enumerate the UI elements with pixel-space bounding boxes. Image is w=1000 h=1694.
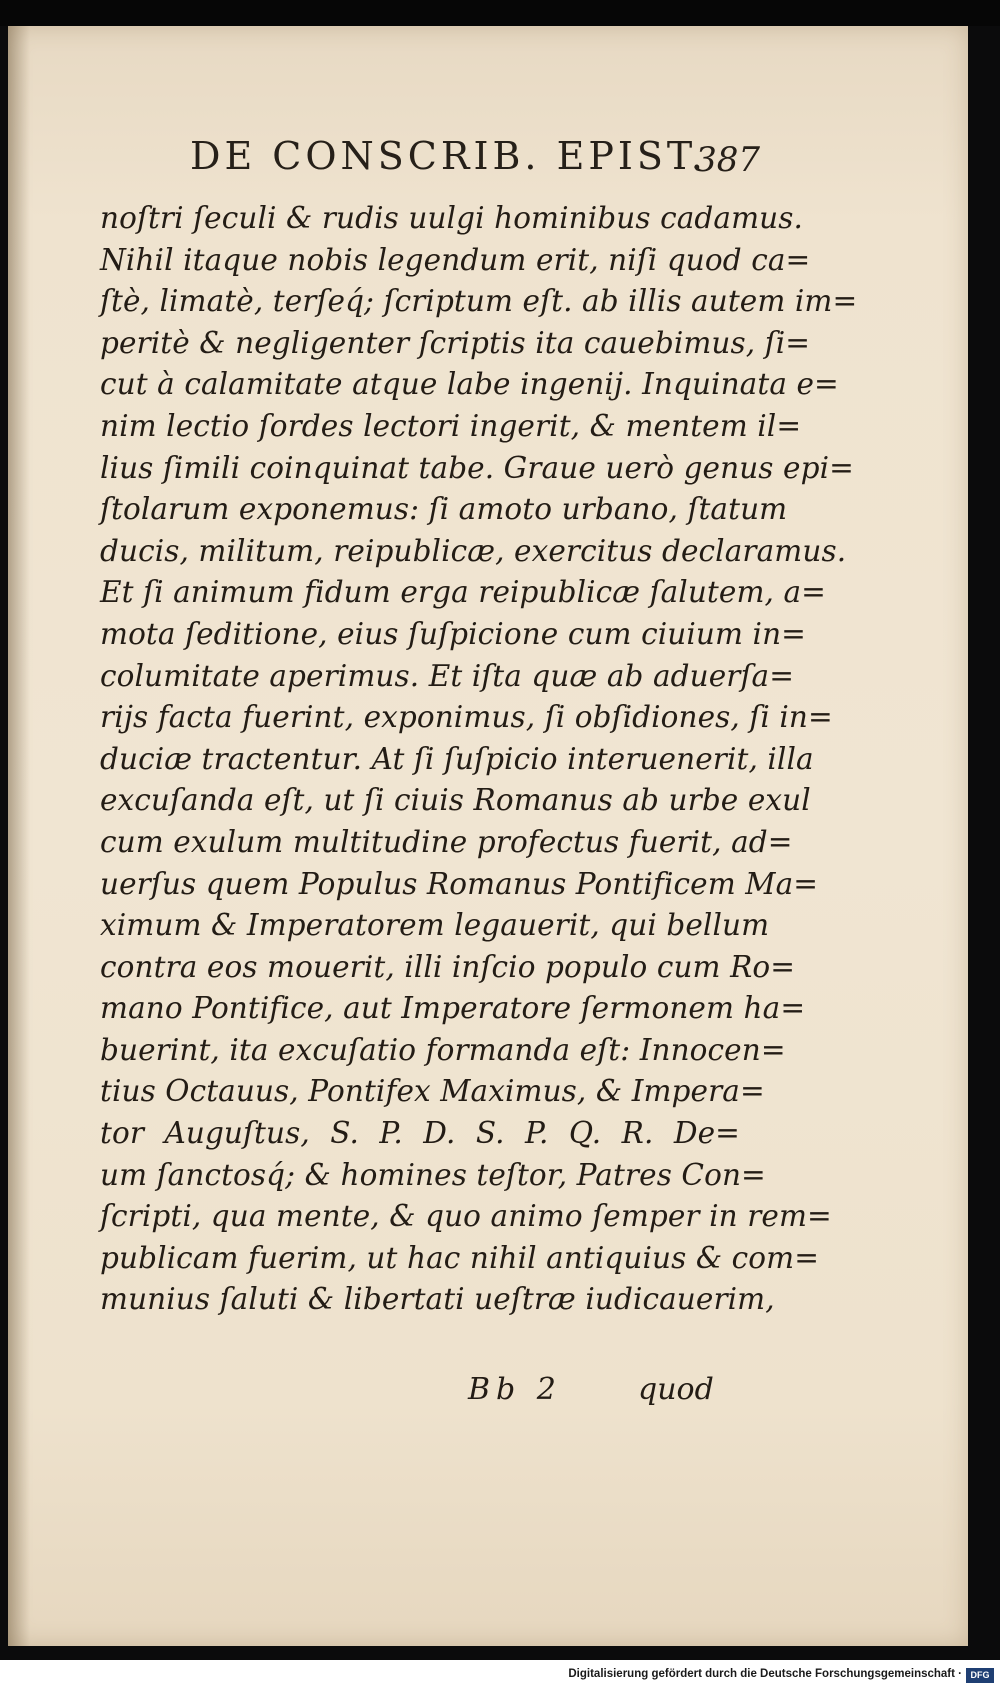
scan-border-top (0, 0, 1000, 26)
text-line: mota ſeditione, eius ſuſpicione cum ciuium in= (100, 616, 806, 651)
text-line: munius ſaluti & libertati ueſtræ iudicauerim, (100, 1282, 775, 1317)
text-line: publicam fuerim, ut hac nihil antiquius & com= (100, 1240, 820, 1275)
text-line: ximum & Imperatorem legauerit, qui bellum (100, 908, 770, 943)
text-line: cum exulum multitudine profectus fuerit, ad= (100, 824, 793, 859)
text-line: columitate aperimus. Et iſta quæ ab aduerſa= (100, 658, 795, 693)
text-line: tor Auguſtus, S. P. D. S. P. Q. R. De= (100, 1116, 740, 1151)
text-line: lius ſimili coinquinat tabe. Graue uerò genus epi= (100, 450, 854, 485)
text-line: ſtolarum exponemus: ſi amoto urbano, ſtatum (100, 492, 788, 527)
text-line: noſtri ſeculi & rudis uulgi hominibus cadamus. (100, 201, 803, 235)
text-line: ſcripti, qua mente, & quo animo ſemper in rem= (100, 1199, 832, 1234)
text-line: tius Octauus, Pontifex Maximus, & Impera= (100, 1074, 765, 1109)
page-number: 387 (695, 140, 760, 180)
text-line: peritè & negligenter ſcriptis ita cauebimus, ſi= (100, 325, 811, 360)
text-line: um ſanctosq́; & homines teſtor, Patres Con= (100, 1157, 766, 1192)
catchword: quod (638, 1372, 714, 1407)
funding-credit: Digitalisierung gefördert durch die Deutsche Forschungsgemeinschaft · (568, 1668, 962, 1680)
dfg-logo: DFG (966, 1668, 994, 1683)
text-line: excuſanda eſt, ut ſi ciuis Romanus ab urbe exul (100, 783, 811, 818)
text-line: nim lectio ſordes lectori ingerit, & mentem il= (100, 408, 802, 443)
text-line: duciæ tractentur. At ſi ſuſpicio interuenerit, illa (100, 741, 814, 776)
digitization-footer (0, 1660, 1000, 1694)
text-line: Nihil itaque nobis legendum erit, niſi quod ca= (100, 242, 811, 277)
signature-mark: Bb 2 (468, 1372, 562, 1407)
text-line: contra eos mouerit, illi inſcio populo cum Ro= (100, 949, 796, 984)
page-header (190, 126, 760, 182)
text-line: buerint, ita excuſatio formanda eſt: Innocen= (100, 1032, 786, 1067)
text-line: mano Pontifice, aut Imperatore ſermonem ha= (100, 991, 806, 1026)
text-line: Et ſi animum fidum erga reipublicæ ſalutem, a= (100, 575, 826, 610)
text-line: uerſus quem Populus Romanus Pontificem Ma= (100, 866, 819, 901)
text-line: cut à calamitate atque labe ingenij. Inquinata e= (100, 367, 839, 402)
text-line: ſtè, limatè, terſeq́; ſcriptum eſt. ab illis autem im= (100, 284, 858, 319)
text-line: ducis, militum, reipublicæ, exercitus declaramus. (100, 533, 847, 568)
book-page (8, 26, 968, 1646)
text-line: rijs facta fuerint, exponimus, ſi obſidiones, ſi in= (100, 700, 833, 735)
body-text (100, 198, 858, 1321)
running-head: DE CONSCRIB. EPIST. (190, 134, 707, 178)
